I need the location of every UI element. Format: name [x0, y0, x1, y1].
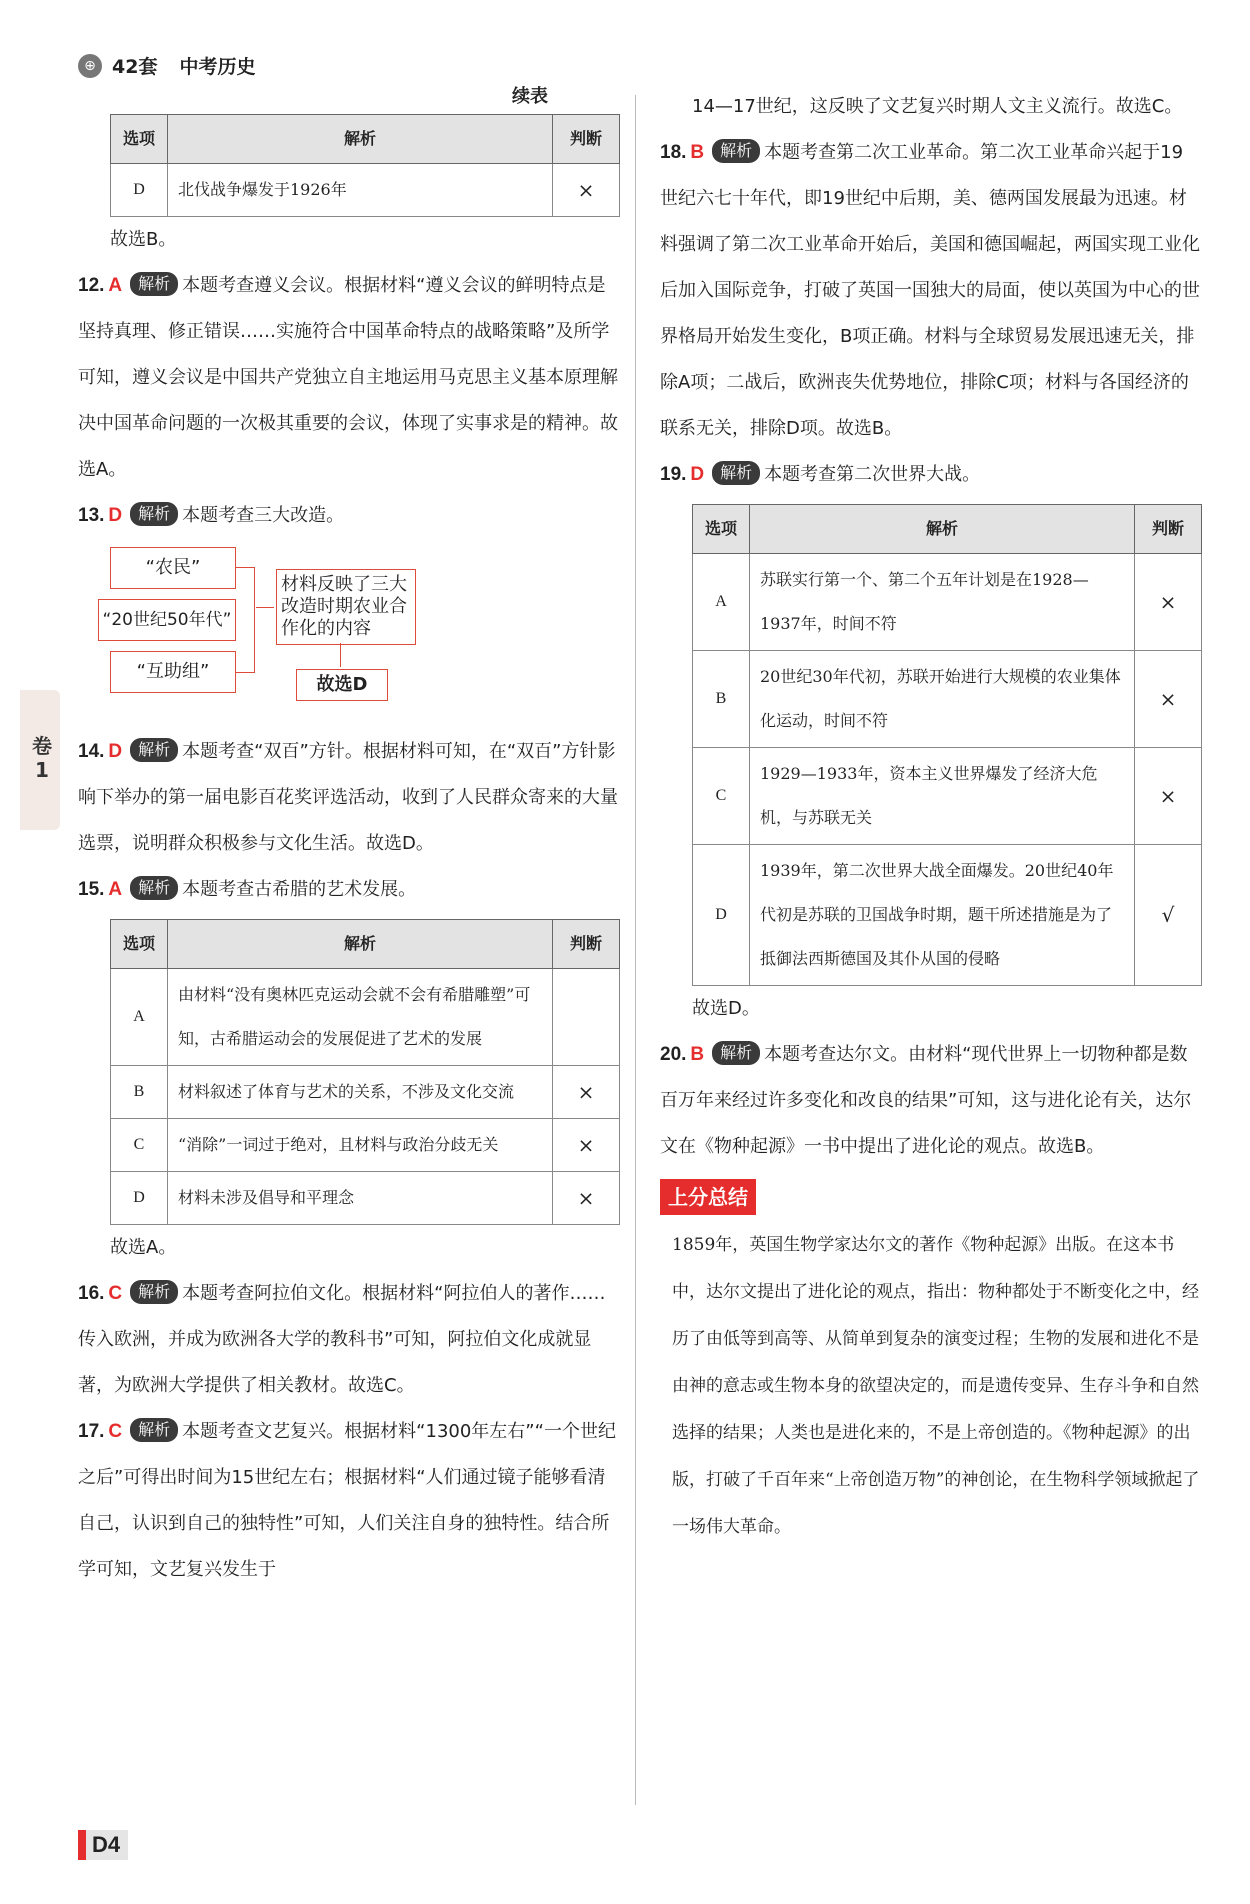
answer-letter: D — [690, 464, 705, 485]
right-column — [660, 84, 1200, 1551]
row-judge: × — [1135, 748, 1202, 845]
row-analysis: 1929—1933年，资本主义世界爆发了经济大危机，与苏联无关 — [750, 748, 1135, 845]
row-judge: × — [553, 1066, 620, 1119]
question-18 — [660, 130, 1200, 452]
table-header-judge: 判断 — [553, 920, 620, 969]
side-tab — [20, 690, 60, 830]
question-text: 本题考查三大改造。 — [182, 505, 345, 526]
question-number: 14. — [78, 741, 105, 762]
answer-letter: D — [108, 741, 123, 762]
question-text: 本题考查第二次世界大战。 — [764, 464, 981, 485]
q15-conclusion: 故选A。 — [110, 1237, 177, 1258]
table-header-analysis: 解析 — [168, 920, 553, 969]
page-number: D4 — [86, 1830, 128, 1860]
answer-letter: D — [108, 505, 123, 526]
diagram-bracket — [236, 567, 255, 673]
question-17 — [78, 1409, 618, 1593]
q15-table — [110, 919, 620, 1225]
analysis-tag: 解析 — [712, 139, 760, 163]
row-judge — [553, 969, 620, 1066]
row-judge: √ — [1135, 845, 1202, 986]
table-row — [693, 748, 1202, 845]
table-header-analysis: 解析 — [168, 115, 553, 164]
answer-letter: B — [690, 1044, 705, 1065]
answer-letter: B — [690, 142, 705, 163]
question-13 — [78, 493, 618, 539]
book-count: 42套 — [112, 56, 158, 78]
q19-conclusion: 故选D。 — [692, 998, 760, 1019]
question-number: 17. — [78, 1421, 105, 1442]
row-judge: × — [553, 1172, 620, 1225]
table-header-option: 选项 — [693, 505, 750, 554]
question-number: 13. — [78, 505, 105, 526]
answer-letter: C — [108, 1283, 123, 1304]
row-option: B — [693, 651, 750, 748]
row-analysis: 20世纪30年代初，苏联开始进行大规模的农业集体化运动，时间不符 — [750, 651, 1135, 748]
diagram-box-conclusion: 材料反映了三大改造时期农业合作化的内容 — [276, 569, 416, 645]
question-number: 16. — [78, 1283, 105, 1304]
table-row — [111, 969, 620, 1066]
table-header-option: 选项 — [111, 920, 168, 969]
q11-conclusion: 故选B。 — [110, 229, 177, 250]
row-judge: × — [553, 1119, 620, 1172]
analysis-tag: 解析 — [130, 502, 178, 526]
question-19 — [660, 452, 1200, 498]
page-header — [78, 52, 255, 79]
page-footer — [78, 1830, 128, 1860]
question-12 — [78, 263, 618, 493]
table-header-judge: 判断 — [553, 115, 620, 164]
row-analysis: 1939年，第二次世界大战全面爆发。20世纪40年代初是苏联的卫国战争时期，题干所述措施是为了抵御法西斯德国及其仆从国的侵略 — [750, 845, 1135, 986]
row-analysis: 由材料“没有奥林匹克运动会就不会有希腊雕塑”可知，古希腊运动会的发展促进了艺术的发展 — [168, 969, 553, 1066]
table-row — [693, 651, 1202, 748]
row-option: B — [111, 1066, 168, 1119]
diagram-arrow-line — [340, 643, 341, 667]
question-number: 18. — [660, 142, 687, 163]
row-option: A — [693, 554, 750, 651]
table-row — [111, 164, 620, 217]
question-text: 本题考查“双百”方针。根据材料可知，在“双百”方针影响下举办的第一届电影百花奖评选活动，收到了人民群众寄来的大量选票，说明群众积极参与文化生活。故选D。 — [78, 741, 618, 854]
table-row — [693, 554, 1202, 651]
row-judge: × — [1135, 651, 1202, 748]
analysis-tag: 解析 — [130, 272, 178, 296]
question-text: 本题考查文艺复兴。根据材料“1300年左右”“一个世纪之后”可得出时间为15世纪左右；根据材料“人们通过镜子能够看清自己，认识到自己的独特性”可知，人们关注自身的独特性。结合所学可知，文艺复兴发生于 — [78, 1421, 616, 1580]
row-option: C — [111, 1119, 168, 1172]
table-header-analysis: 解析 — [750, 505, 1135, 554]
diagram-box-farmer: “农民” — [110, 547, 236, 589]
row-judge: × — [1135, 554, 1202, 651]
question-text: 本题考查第二次工业革命。第二次工业革命兴起于19世纪六七十年代，即19世纪中后期，美、德两国发展最为迅速。材料强调了第二次工业革命开始后，美国和德国崛起，两国实现工业化后加入国际竞争，打破了英国一国独大的局面，使以英国为中心的世界格局开始发生变化，B项正确。材料与全球贸易发展迅速无关，排除A项；二战后，欧洲丧失优势地位，排除C项；材料与各国经济的联系无关，排除D项。故选B。 — [660, 142, 1200, 439]
q11-table — [110, 114, 620, 217]
continued-table-label: 续表 — [512, 86, 548, 107]
row-analysis: 材料未涉及倡导和平理念 — [168, 1172, 553, 1225]
row-option: D — [111, 164, 168, 217]
summary-title: 上分总结 — [660, 1179, 756, 1215]
question-15 — [78, 867, 618, 913]
side-tab-label: 卷1 — [32, 734, 52, 782]
diagram-box-result: 故选D — [296, 669, 388, 701]
diagram-box-1950s: “20世纪50年代” — [98, 599, 236, 641]
question-number: 20. — [660, 1044, 687, 1065]
row-judge: × — [553, 164, 620, 217]
question-text: 本题考查古希腊的艺术发展。 — [182, 879, 417, 900]
summary-text: 1859年，英国生物学家达尔文的著作《物种起源》出版。在这本书中，达尔文提出了进化论的观点，指出：物种都处于不断变化之中，经历了由低等到高等、从简单到复杂的演变过程；生物的发展和进化不是由神的意志或生物本身的欲望决定的，而是遗传变异、生存斗争和自然选择的结果；人类也是进化来的，不是上帝创造的。《物种起源》的出版，打破了千百年来“上帝创造万物”的神创论，在生物科学领域掀起了一场伟大革命。 — [672, 1235, 1200, 1537]
question-14 — [78, 729, 618, 867]
q13-diagram — [102, 539, 618, 729]
footer-accent-bar — [78, 1830, 86, 1860]
table-header-option: 选项 — [111, 115, 168, 164]
analysis-tag: 解析 — [712, 461, 760, 485]
question-text: 本题考查达尔文。由材料“现代世界上一切物种都是数百万年来经过许多变化和改良的结果”可知，这与进化论有关，达尔文在《物种起源》一书中提出了进化论的观点。故选B。 — [660, 1044, 1192, 1157]
row-option: D — [111, 1172, 168, 1225]
table-header-judge: 判断 — [1135, 505, 1202, 554]
subject-title: 中考历史 — [179, 56, 256, 78]
q19-table — [692, 504, 1202, 986]
summary-section — [660, 1176, 1200, 1551]
row-analysis: “消除”一词过于绝对，且材料与政治分歧无关 — [168, 1119, 553, 1172]
q17-continuation: 14—17世纪，这反映了文艺复兴时期人文主义流行。故选C。 — [692, 96, 1183, 117]
globe-icon: ⊕ — [78, 54, 102, 78]
question-16 — [78, 1271, 618, 1409]
answer-letter: A — [108, 879, 123, 900]
analysis-tag: 解析 — [130, 738, 178, 762]
row-analysis: 苏联实行第一个、第二个五年计划是在1928—1937年，时间不符 — [750, 554, 1135, 651]
diagram-box-mutual-aid: “互助组” — [110, 651, 236, 693]
left-column — [78, 80, 618, 1593]
table-row — [693, 845, 1202, 986]
question-number: 12. — [78, 275, 105, 296]
table-row — [111, 1172, 620, 1225]
table-row — [111, 1119, 620, 1172]
row-option: C — [693, 748, 750, 845]
question-number: 15. — [78, 879, 105, 900]
row-option: A — [111, 969, 168, 1066]
answer-letter: C — [108, 1421, 123, 1442]
question-text: 本题考查阿拉伯文化。根据材料“阿拉伯人的著作……传入欧洲，并成为欧洲各大学的教科书”可知，阿拉伯文化成就显著，为欧洲大学提供了相关教材。故选C。 — [78, 1283, 606, 1396]
analysis-tag: 解析 — [130, 1418, 178, 1442]
question-20 — [660, 1032, 1200, 1170]
question-text: 本题考查遵义会议。根据材料“遵义会议的鲜明特点是坚持真理、修正错误……实施符合中国革命特点的战略策略”及所学可知，遵义会议是中国共产党独立自主地运用马克思主义基本原理解决中国革命问题的一次极其重要的会议，体现了实事求是的精神。故选A。 — [78, 275, 618, 480]
table-row — [111, 1066, 620, 1119]
row-analysis: 北伐战争爆发于1926年 — [168, 164, 553, 217]
analysis-tag: 解析 — [130, 876, 178, 900]
answer-letter: A — [108, 275, 123, 296]
question-number: 19. — [660, 464, 687, 485]
analysis-tag: 解析 — [712, 1041, 760, 1065]
diagram-connector — [256, 607, 274, 608]
row-analysis: 材料叙述了体育与艺术的关系，不涉及文化交流 — [168, 1066, 553, 1119]
column-divider — [635, 95, 636, 1805]
row-option: D — [693, 845, 750, 986]
analysis-tag: 解析 — [130, 1280, 178, 1304]
